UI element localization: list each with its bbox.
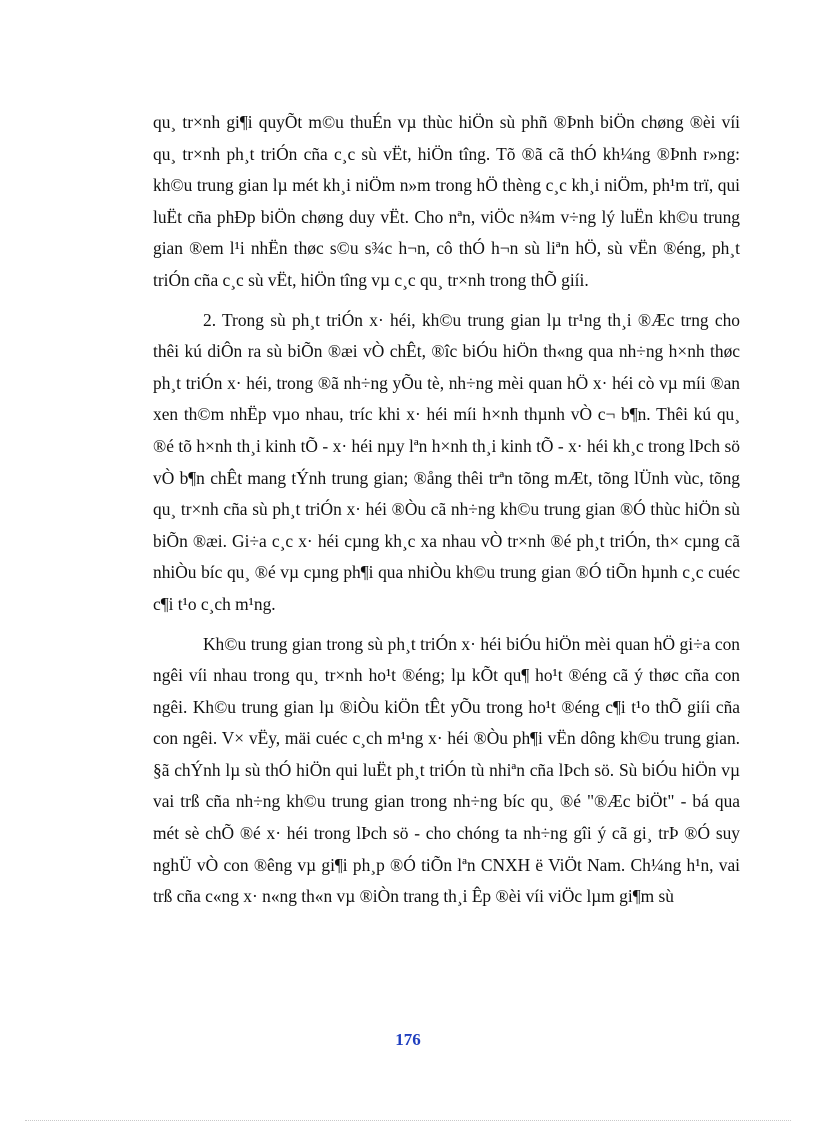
page-number: 176 — [395, 1030, 421, 1049]
body-text — [153, 107, 740, 913]
paragraph-3: Kh©u trung gian trong sù ph¸t triÓn x· héi biÓu hiÖn mèi quan hÖ gi÷a con ngêi víi nhau trong qu¸ tr×nh ho¹t ®éng; lµ kÕt qu¶ ho¹t ®éng cã ý thøc cña con ngêi. Kh©u trung gian lµ ®iÒu kiÖn tÊt yÕu trong ho¹t ®éng c¶i t¹o thÕ giíi cña con ngêi. V× vËy, mäi cuéc c¸ch m¹ng x· héi ®Òu ph¶i vËn dông kh©u trung gian. §ã chÝnh lµ sù thÓ hiÖn qui luËt ph¸t triÓn tù nhiªn cña lÞch sö. Sù biÓu hiÖn vµ vai trß cña nh÷ng kh©u trung gian trong nh÷ng bíc qu¸ ®é "®Æc biÖt" - bá qua mét sè chÕ ®é x· héi trong lÞch sö - cho chóng ta nh÷ng gîi ý cã gi¸ trÞ ®Ó suy nghÜ vÒ con ®êng vµ gi¶i ph¸p ®Ó tiÕn lªn CNXH ë ViÖt Nam. Ch¼ng h¹n, vai trß cña c«ng x· n«ng th«n vµ ®iÒn trang th¸i Êp ®èi víi viÖc lµm gi¶m sù — [153, 633, 740, 907]
paragraph-2: 2. Trong sù ph¸t triÓn x· héi, kh©u trung gian lµ tr¹ng th¸i ®Æc trng cho thêi kú diÔn ra sù biÕn ®æi vÒ chÊt, ®îc biÓu hiÖn th«ng qua nh÷ng h×nh thøc ph¸t triÓn x· héi, trong ®ã nh÷ng yÕu tè, nh÷ng mèi quan hÖ x· héi cò vµ míi ®an xen th©m nhËp vµo nhau, tríc khi x· héi míi h×nh thµnh vÒ c¬ b¶n. Thêi kú qu¸ ®é tõ h×nh th¸i kinh tÕ - x· héi nµy lªn h×nh th¸i kinh tÕ - x· héi kh¸c trong lÞch sö vÒ b¶n chÊt mang tÝnh trung gian; ®ång thêi trªn tõng mÆt, tõng lÜnh vùc, tõng qu¸ tr×nh cña sù ph¸t triÓn x· héi ®Òu cã nh÷ng kh©u trung gian ®Ó thùc hiÖn sù biÕn ®æi. Gi÷a c¸c x· héi cµng kh¸c xa nhau vÒ tr×nh ®é ph¸t triÓn, th× cµng cã nhiÒu bíc qu¸ ®é vµ cµng ph¶i qua nhiÒu kh©u trung gian ®Ó tiÕn hµnh c¸c cuéc c¶i t¹o c¸ch m¹ng. — [153, 309, 740, 614]
page-bottom-divider — [25, 1120, 791, 1121]
paragraph-continuation: qu¸ tr×nh gi¶i quyÕt m©u thuÉn vµ thùc hiÖn sù phñ ®Þnh biÖn chøng ®èi víi qu¸ tr×nh ph¸t triÓn cña c¸c sù vËt, hiÖn tîng. Tõ ®ã cã thÓ kh¼ng ®Þnh r»ng: kh©u trung gian lµ mét kh¸i niÖm n»m trong hÖ thèng c¸c kh¸i niÖm, ph¹m trï, qui luËt cña phÐp biÖn chøng duy vËt. Cho nªn, viÖc n¾m v÷ng lý luËn kh©u trung gian ®em l¹i nhËn thøc s©u s¾c h¬n, cô thÓ h¬n sù liªn hÖ, sù vËn ®éng, ph¸t triÓn cña c¸c sù vËt, hiÖn tîng vµ c¸c qu¸ tr×nh trong thÕ giíi. — [153, 112, 740, 290]
